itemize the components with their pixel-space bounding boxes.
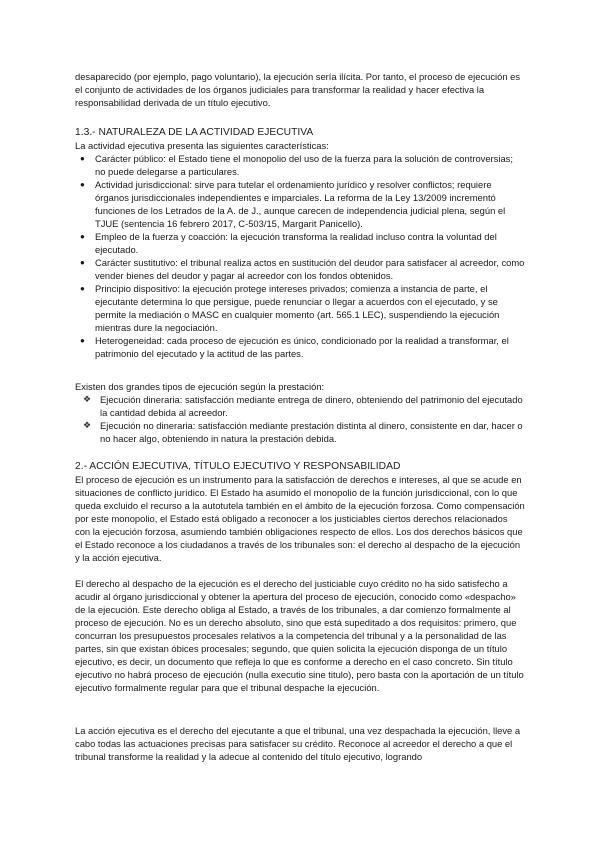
list-item [75, 256, 525, 282]
list-item-text: Ejecución no dineraria: satisfacción mediante prestación distinta al dinero, consistente en dar, hacer o no hacer algo, obteniendo in natura la prestación debida. [100, 420, 523, 444]
list-item [75, 152, 525, 178]
intro-section [75, 70, 525, 109]
bullet-icon: ● [80, 284, 85, 293]
section-2-continued [75, 577, 525, 694]
bullet-icon: ● [80, 154, 85, 163]
list-item-text: Carácter sustitutivo: el tribunal realiza actos en sustitución del deudor para satisfacer al acreedor, como vender bienes del deudor y pagar al acreedor con los fondos obtenidos. [95, 257, 525, 281]
list-item [75, 334, 525, 360]
list-item [75, 178, 525, 230]
diamond-bullet-icon: ❖ [83, 394, 92, 404]
execution-types [75, 380, 525, 445]
bullet-icon: ● [80, 232, 85, 241]
bullet-icon: ● [80, 336, 85, 345]
list-item [75, 419, 525, 445]
list-item [75, 393, 525, 419]
list-item-text: Actividad jurisdiccional: sirve para tutelar el ordenamiento jurídico y resolver conflictos; requiere órganos jurisdiccionales independientes e imparciales. La reforma de la Ley 13/2009 incrementó funciones de los Letrados de la A. de J., aunque carecen de independencia judicial plena, según el TJUE (sentencia 16 febrero 2017, C-503/15, Margarit Panicello). [95, 179, 506, 229]
list-item-text: Heterogeneidad: cada proceso de ejecución es único, condicionado por la realidad a transformar, el patrimonio del ejecutado y la actitud de las partes. [95, 335, 509, 359]
list-item-text: Principio dispositivo: la ejecución protege intereses privados; comienza a instancia de parte, el ejecutante determina lo que persigue, puede renunciar o llegar a acuerdos con el ejecutado, y se permite la mediación o MASC en cualquier momento (art. 565.1 LEC), suspendiendo la ejecución mientras dure la negociación. [95, 283, 500, 333]
section-heading: 1.3.- NATURALEZA DE LA ACTIVIDAD EJECUTIVA [75, 127, 314, 138]
bullet-icon: ● [80, 258, 85, 267]
list-item-text: Ejecución dineraria: satisfacción mediante entrega de dinero, obteniendo del patrimonio del ejecutado la cantidad debida al acreedor. [100, 394, 523, 418]
diamond-bullet-icon: ❖ [83, 420, 92, 430]
types-list [75, 393, 525, 445]
types-lead: Existen dos grandes tipos de ejecución según la prestación: [75, 381, 325, 392]
section-paragraph: La acción ejecutiva es el derecho del ejecutante a que el tribunal, una vez despachada la ejecución, lleve a cabo todas las actuaciones precisas para satisfacer su crédito. Reconoce al acreedor el derecho a que el tribunal transforme la realidad y la adecue al contenido del título ejecutivo, logrando [75, 725, 521, 762]
list-item-text: Empleo de la fuerza y coacción: la ejecución transforma la realidad incluso contra la voluntad del ejecutado. [95, 231, 497, 255]
list-item [75, 230, 525, 256]
section-lead: La actividad ejecutiva presenta las siguientes características: [75, 140, 329, 151]
bullet-icon: ● [80, 180, 85, 189]
section-heading: 2.- ACCIÓN EJECUTIVA, TÍTULO EJECUTIVO Y RESPONSABILIDAD [75, 461, 401, 472]
intro-paragraph: desaparecido (por ejemplo, pago voluntario), la ejecución sería ilícita. Por tanto, el proceso de ejecución es el conjunto de actividades de los órganos judiciales para transformar la realidad y hacer efectiva la responsabilidad derivada de un título ejecutivo. [75, 71, 521, 108]
section-2-closing [75, 724, 525, 763]
list-item-text: Carácter público: el Estado tiene el monopolio del uso de la fuerza para la solución de controversias; no puede delegarse a particulares. [95, 153, 513, 177]
section-1-3 [75, 126, 525, 360]
characteristics-list [75, 152, 525, 360]
section-paragraph: El derecho al despacho de la ejecución es el derecho del justiciable cuyo crédito no ha sido satisfecho a acudir al órgano jurisdiccional y obtener la apertura del proceso de ejecución, conocido como «despacho» de la ejecución. Este derecho obliga al Estado, a través de los tribunales, a dar comienzo formalmente al proceso de ejecución. No es un derecho absoluto, sino que está supeditado a dos requisitos: primero, que concurran los presupuestos procesales relativos a la competencia del tribunal y a la personalidad de las partes, sin que existan óbices procesales; segundo, que quien solicita la ejecución disponga de un título ejecutivo, es decir, un documento que refleja lo que es conforme a derecho en el caso concreto. Sin título ejecutivo no habrá proceso de ejecución (nulla executio sine titulo), pero basta con la aportación de un título ejecutivo formalmente regular para que el tribunal despache la ejecución. [75, 578, 524, 693]
list-item [75, 282, 525, 334]
section-2 [75, 460, 525, 564]
section-paragraph: El proceso de ejecución es un instrumento para la satisfacción de derechos e intereses, al que se acude en situaciones de conflicto jurídico. El Estado ha asumido el monopolio de la función jurisdiccional, con lo que queda excluido el recurso a la autotutela también en el ámbito de la ejecución forzosa. Como compensación por este monopolio, el Estado está obligado a reconocer a los justiciables ciertos derechos relacionados con la ejecución forzosa, asumiendo también obligaciones respecto de ellos. Los dos derechos básicos que el Estado reconoce a los ciudadanos a través de los tribunales son: el derecho al despacho de la ejecución y la acción ejecutiva. [75, 474, 525, 563]
